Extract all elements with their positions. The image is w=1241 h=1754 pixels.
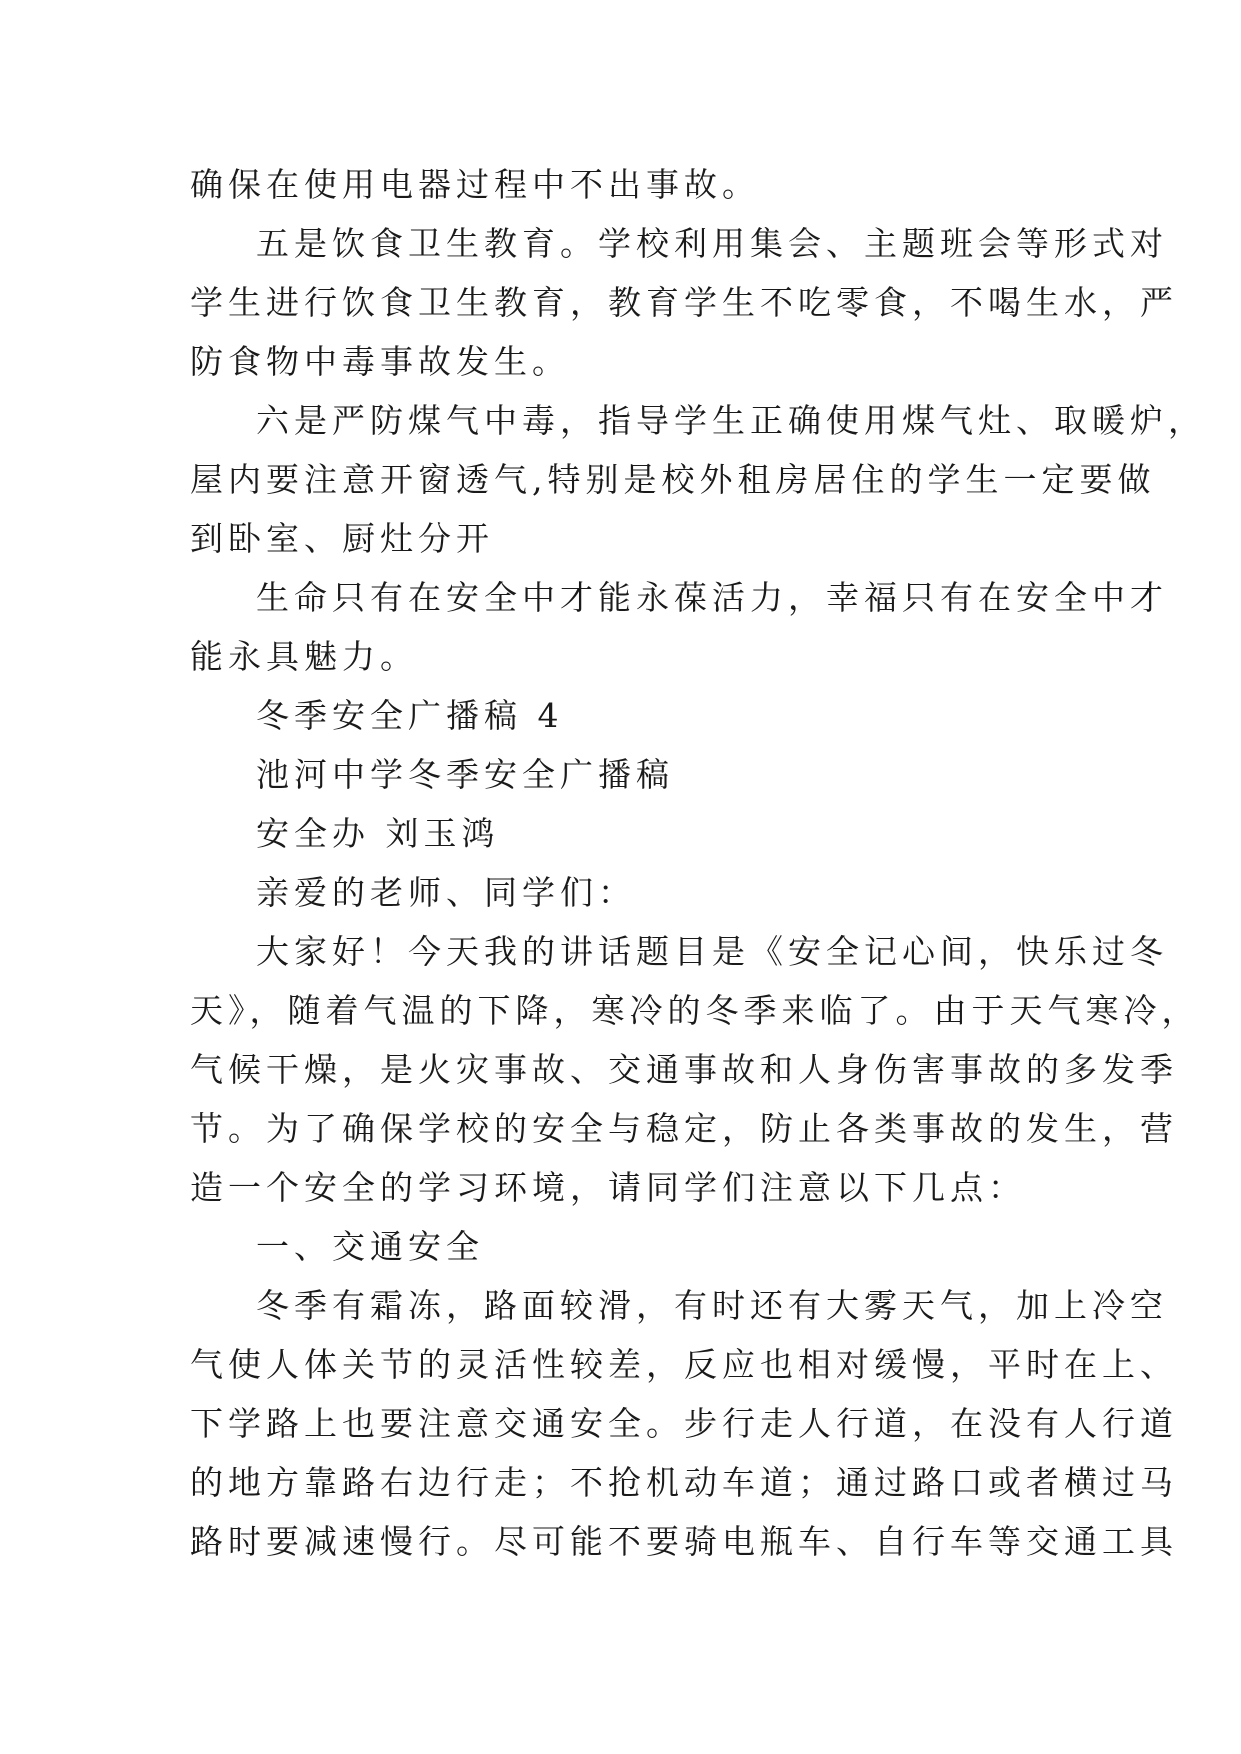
text-line: 六是严防煤气中毒，指导学生正确使用煤气灶、取暖炉， bbox=[256, 401, 1206, 440]
speaker-line: 安全办 刘玉鸿 bbox=[256, 814, 500, 853]
text-line: 气候干燥，是火灾事故、交通事故和人身伤害事故的多发季 bbox=[190, 1050, 1178, 1089]
salutation: 亲爱的老师、同学们： bbox=[256, 873, 636, 912]
text-line: 屋内要注意开窗透气,特别是校外租房居住的学生一定要做 bbox=[190, 460, 1156, 499]
text-line: 能永具魅力。 bbox=[190, 637, 418, 676]
body-text bbox=[190, 155, 1206, 1571]
text-line: 生命只有在安全中才能永葆活力，幸福只有在安全中才 bbox=[256, 578, 1168, 617]
text-line: 的地方靠路右边行走；不抢机动车道；通过路口或者横过马 bbox=[190, 1463, 1178, 1502]
section-heading: 冬季安全广播稿 4 bbox=[256, 696, 564, 735]
text-line: 确保在使用电器过程中不出事故。 bbox=[190, 165, 760, 204]
speech-title: 池河中学冬季安全广播稿 bbox=[256, 755, 674, 794]
text-line: 天》，随着气温的下降，寒冷的冬季来临了。由于天气寒冷， bbox=[190, 991, 1200, 1030]
subsection-heading: 一、交通安全 bbox=[256, 1227, 484, 1266]
text-line: 学生进行饮食卫生教育，教育学生不吃零食，不喝生水，严 bbox=[190, 283, 1178, 322]
text-line: 节。为了确保学校的安全与稳定，防止各类事故的发生，营 bbox=[190, 1109, 1178, 1148]
text-line: 防食物中毒事故发生。 bbox=[190, 342, 570, 381]
text-line: 下学路上也要注意交通安全。步行走人行道，在没有人行道 bbox=[190, 1404, 1178, 1443]
text-line: 路时要减速慢行。尽可能不要骑电瓶车、自行车等交通工具 bbox=[190, 1522, 1178, 1561]
text-line: 大家好！今天我的讲话题目是《安全记心间，快乐过冬 bbox=[256, 932, 1168, 971]
text-line: 到卧室、厨灶分开 bbox=[190, 519, 494, 558]
text-line: 五是饮食卫生教育。学校利用集会、主题班会等形式对 bbox=[256, 224, 1168, 263]
text-line: 造一个安全的学习环境，请同学们注意以下几点： bbox=[190, 1168, 1026, 1207]
text-line: 冬季有霜冻，路面较滑，有时还有大雾天气，加上冷空 bbox=[256, 1286, 1168, 1325]
text-line: 气使人体关节的灵活性较差，反应也相对缓慢，平时在上、 bbox=[190, 1345, 1178, 1384]
